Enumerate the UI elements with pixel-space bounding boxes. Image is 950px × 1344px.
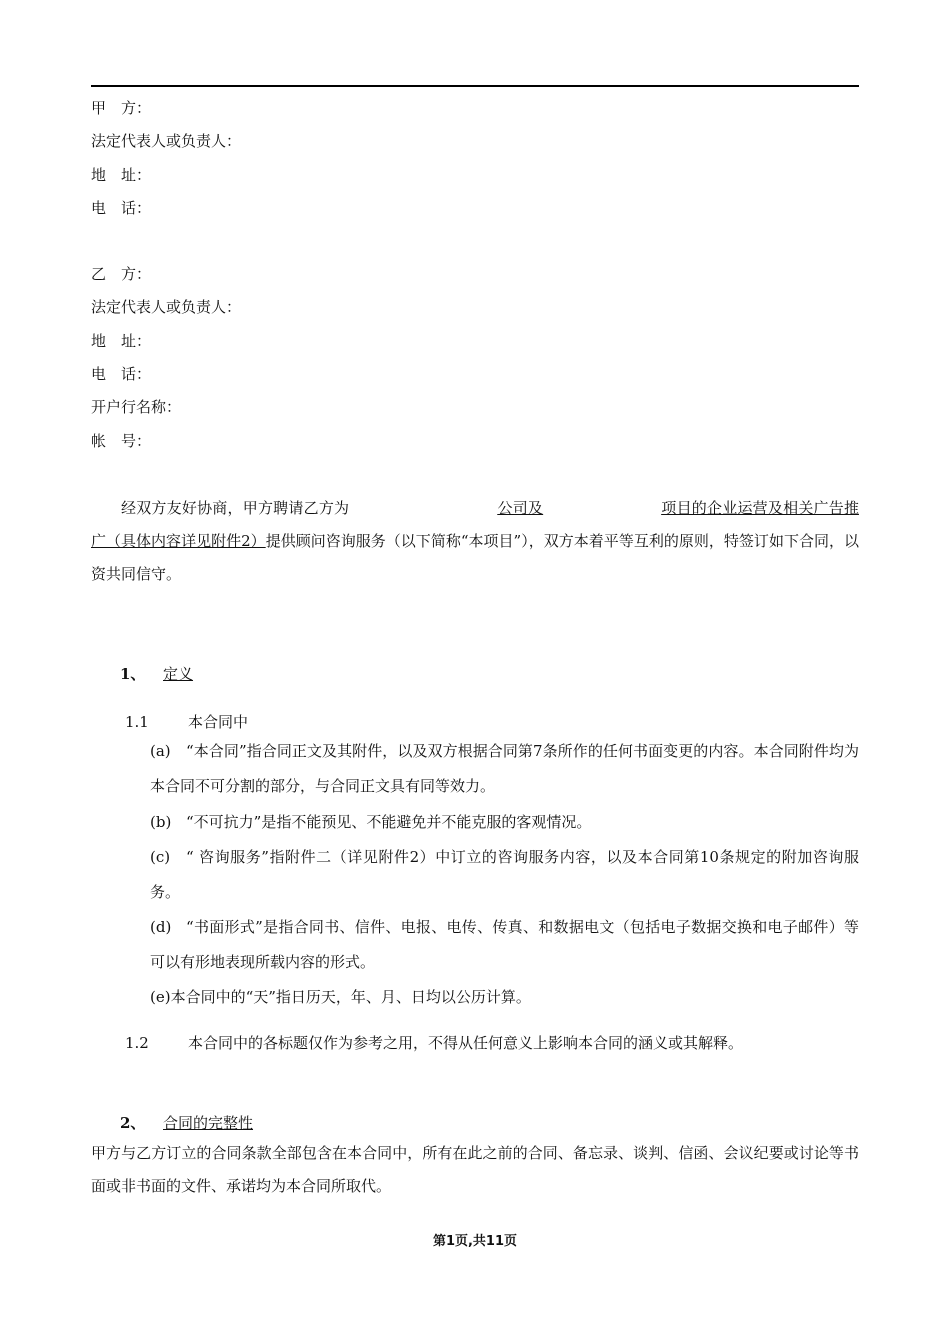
party-b-phone-label: 电 话： — [91, 365, 152, 383]
section-2-title: 合同的完整性 — [163, 1114, 254, 1132]
clause-1-2-number: 1.2 — [125, 1034, 149, 1052]
section-1-number: 1、 — [120, 665, 146, 683]
section-2-number: 2、 — [120, 1114, 146, 1132]
item-label: (c) — [150, 848, 171, 866]
party-b-bank-label: 开户行名称： — [91, 398, 182, 416]
intro-text-1: 经双方友好协商，甲方聘请乙方为 — [121, 499, 350, 517]
section-2-text: 甲方与乙方订立的合同条款全部包含在本合同中，所有在此之前的合同、备忘录、谈判、信函、会议纪要或讨论等书面或非书面的文件、承诺均为本合同所取代。 — [91, 1144, 859, 1195]
party-a-name-label: 甲 方： — [91, 99, 152, 117]
clause-1-2-text: 本合同中的各标题仅作为参考之用，不得从任何意义上影响本合同的涵义或其解释。 — [188, 1034, 744, 1052]
definition-item-e — [150, 980, 859, 1015]
definition-item-d — [150, 910, 859, 980]
page-number: 第1页,共11页 — [432, 1234, 518, 1249]
item-label: (a) — [150, 742, 171, 760]
party-b-name-label: 乙 方： — [91, 265, 152, 283]
item-label: (b) — [150, 813, 172, 831]
item-text: 本合同中的“天”指日历天，年、月、日均以公历计算。 — [170, 988, 531, 1006]
item-text: “书面形式”是指合同书、信件、电报、电传、传真、和数据电文（包括电子数据交换和电子邮件）等可以有形地表现所载内容的形式。 — [150, 918, 859, 971]
clause-1-1-title: 本合同中 — [188, 713, 249, 731]
definition-item-c — [150, 840, 859, 910]
party-b-rep-label: 法定代表人或负责人： — [91, 298, 242, 316]
party-b-address-label: 地 址： — [91, 332, 152, 350]
party-a-address-label: 地 址： — [91, 166, 152, 184]
intro-paragraph — [91, 492, 859, 591]
definition-item-b — [150, 805, 859, 840]
party-a-rep-label: 法定代表人或负责人： — [91, 132, 242, 150]
header-rule — [91, 85, 859, 87]
item-text: “本合同”指合同正文及其附件，以及双方根据合同第7条所作的任何书面变更的内容。本合同附件均为本合同不可分割的部分，与合同正文具有同等效力。 — [150, 742, 859, 795]
item-label: (e) — [150, 988, 171, 1006]
item-text: “ 咨询服务”指附件二（详见附件2）中订立的咨询服务内容，以及本合同第10条规定的附加咨询服务。 — [150, 848, 859, 901]
party-a-phone-label: 电 话： — [91, 199, 152, 217]
clause-1-1-number: 1.1 — [125, 713, 149, 731]
definition-item-a — [150, 734, 859, 804]
intro-scope-text: 项目的企业运营及相关广告推广（具体内容详见附件2） — [91, 499, 859, 550]
item-label: (d) — [150, 918, 172, 936]
intro-company-label: 公司及 — [497, 499, 544, 517]
party-b-account-label: 帐 号： — [91, 432, 152, 450]
section-1-title: 定义 — [163, 665, 194, 683]
intro-text-2: 提供顾问咨询服务（以下简称“本项目”），双方本着平等互利的原则，特签订如下合同，以资共同信守。 — [91, 532, 859, 583]
item-text: “不可抗力”是指不能预见、不能避免并不能克服的客观情况。 — [186, 813, 592, 831]
